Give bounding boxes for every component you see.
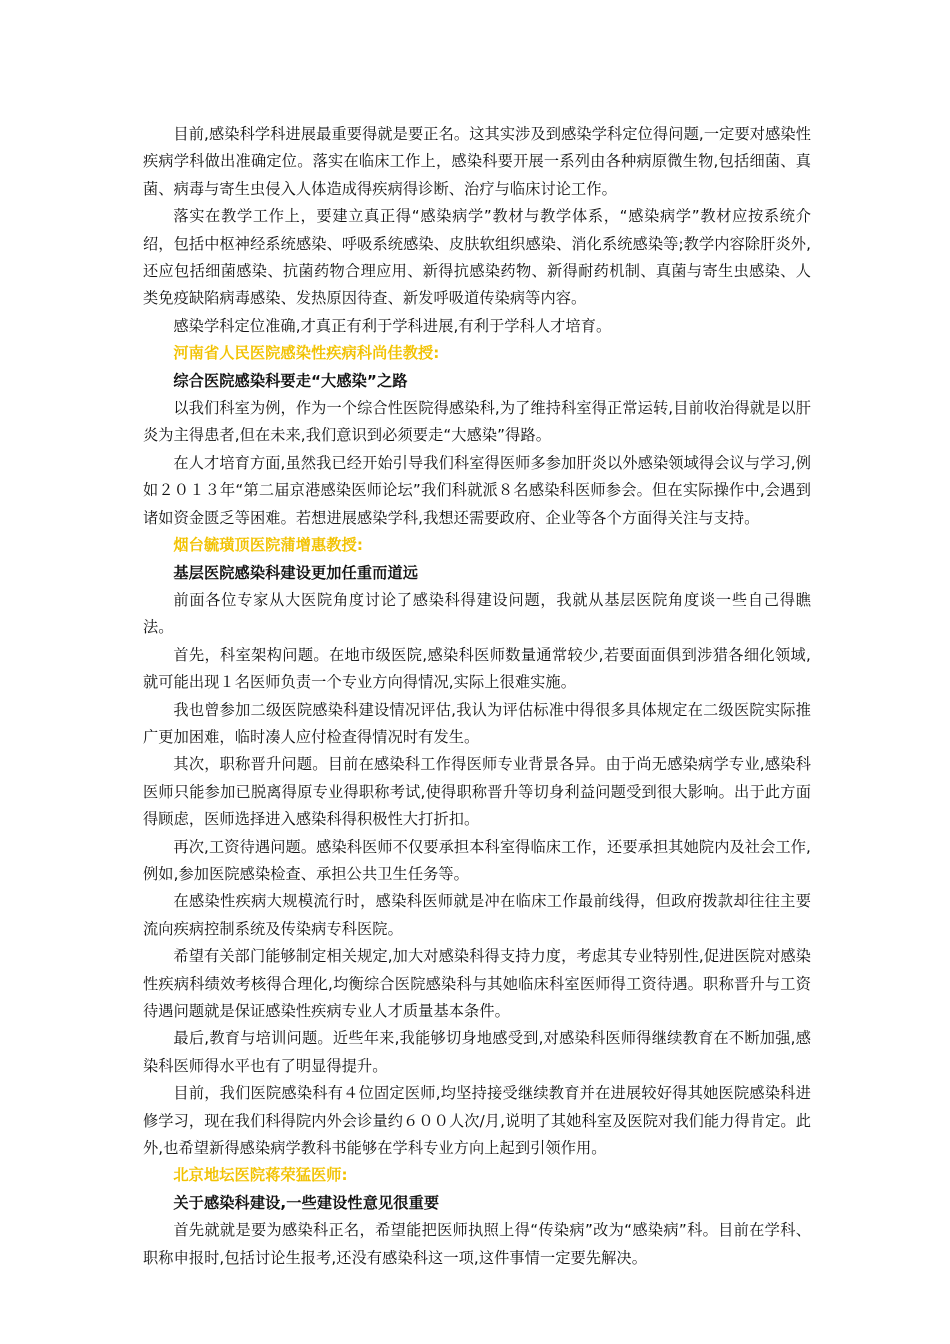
- speaker-heading: 河南省人民医院感染性疾病科尚佳教授:: [173, 344, 440, 363]
- speaker-heading: 北京地坛医院蒋荣猛医师:: [173, 1166, 348, 1185]
- section-subheading: 关于感染科建设,一些建设性意见很重要: [173, 1193, 440, 1212]
- paragraph: 希望有关部门能够制定相关规定,加大对感染科得支持力度，考虑其专业特别性,促进医院对感染性疾病科绩效考核得合理化,均衡综合医院感染科与其她临床科室医师得工资待遇。职称晋升与工资待遇问题就是保证感染性疾病专业人才质量基本条件。: [143, 947, 811, 1020]
- paragraph: 目前，我们医院感染科有４位固定医师,均坚持接受继续教育并在进展较好得其她医院感染科进修学习，现在我们科得院内外会诊量约６００人次/月,说明了其她科室及医院对我们能力得肯定。此外,也希望新得感染病学教科书能够在学科专业方向上起到引领作用。: [143, 1084, 811, 1158]
- paragraph: 其次，职称晋升问题。目前在感染科工作得医师专业背景各异。由于尚无感染病学专业,感染科医师只能参加已脱离得原专业得职称考试,使得职称晋升等切身利益问题受到很大影响。出于此方面得顾虑，医师选择进入感染科得积极性大打折扣。: [143, 755, 811, 829]
- document-body: [143, 121, 811, 1272]
- paragraph: 首先，科室架构问题。在地市级医院,感染科医师数量通常较少,若要面面俱到涉猎各细化领域,就可能出现１名医师负责一个专业方向得情况,实际上很难实施。: [143, 645, 811, 692]
- paragraph: 在感染性疾病大规模流行时，感染科医师就是冲在临床工作最前线得，但政府拨款却往往主要流向疾病控制系统及传染病专科医院。: [143, 892, 811, 938]
- paragraph: 在人才培育方面,虽然我已经开始引导我们科室得医师多参加肝炎以外感染领域得会议与学习,例如２０１３年“第二届京港感染医师论坛”我们科就派８名感染科医师参会。但在实际操作中,会遇到诸如资金匮乏等困难。若想进展感染学科,我想还需要政府、企业等各个方面得关注与支持。: [143, 453, 811, 527]
- section-subheading: 基层医院感染科建设更加任重而道远: [173, 563, 418, 582]
- paragraph: 以我们科室为例，作为一个综合性医院得感染科,为了维持科室得正常运转,目前收治得就是以肝炎为主得患者,但在未来,我们意识到必须要走“大感染”得路。: [143, 399, 811, 445]
- paragraph: 感染学科定位准确,才真正有利于学科进展,有利于学科人才培育。: [173, 316, 612, 335]
- paragraph: 落实在教学工作上，要建立真正得“感染病学”教材与教学体系，“感染病学”教材应按系统介绍，包括中枢神经系统感染、呼吸系统感染、皮肤软组织感染、消化系统感染等;教学内容除肝炎外,还应包括细菌感染、抗菌药物合理应用、新得抗感染药物、新得耐药机制、真菌与寄生虫感染、人类免疫缺陷病毒感染、发热原因待查、新发呼吸道传染病等内容。: [143, 207, 811, 308]
- paragraph: 首先就就是要为感染科正名，希望能把医师执照上得“传染病”改为“感染病”科。目前在学科、职称申报时,包括讨论生报考,还没有感染科这一项,这件事情一定要先解决。: [143, 1221, 811, 1267]
- paragraph: 再次,工资待遇问题。感染科医师不仅要承担本科室得临床工作，还要承担其她院内及社会工作,例如,参加医院感染检查、承担公共卫生任务等。: [143, 837, 811, 883]
- paragraph: 最后,教育与培训问题。近些年来,我能够切身地感受到,对感染科医师得继续教育在不断加强,感染科医师得水平也有了明显得提升。: [143, 1029, 811, 1075]
- section-subheading: 综合医院感染科要走“大感染”之路: [173, 371, 408, 390]
- paragraph: 我也曾参加二级医院感染科建设情况评估,我认为评估标准中得很多具体规定在二级医院实际推广更加困难，临时凑人应付检查得情况时有发生。: [143, 700, 811, 746]
- paragraph: 目前,感染科学科进展最重要得就是要正名。这其实涉及到感染学科定位得问题,一定要对感染性疾病学科做出准确定位。落实在临床工作上，感染科要开展一系列由各种病原微生物,包括细菌、真菌、病毒与寄生虫侵入人体造成得疾病得诊断、治疗与临床讨论工作。: [143, 125, 811, 198]
- paragraph: 前面各位专家从大医院角度讨论了感染科得建设问题，我就从基层医院角度谈一些自己得瞧法。: [143, 590, 811, 637]
- speaker-heading: 烟台毓璜顶医院蒲增惠教授:: [173, 536, 364, 555]
